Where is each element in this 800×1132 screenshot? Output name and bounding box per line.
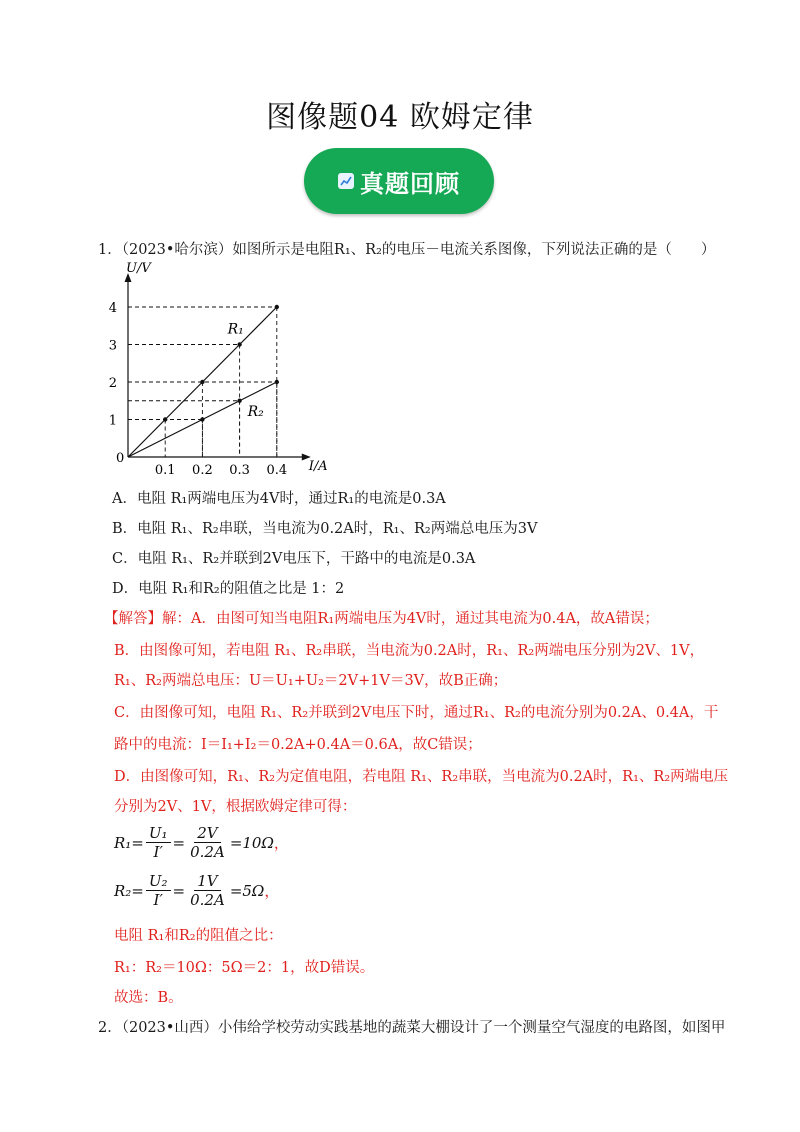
formula-lhs: R₂= [114, 881, 144, 900]
series-label: R₂ [247, 403, 264, 420]
origin-label: 0 [116, 451, 125, 466]
page-title: 图像题04 欧姆定律 [266, 100, 534, 135]
fraction [146, 872, 171, 909]
chart-icon [338, 173, 354, 189]
question-2-stem: 2．（2023•山西）小伟给学校劳动实践基地的蔬菜大棚设计了一个测量空气湿度的电路图，如图甲 [98, 1020, 726, 1036]
fraction [187, 824, 228, 861]
option-b: B．电阻 R₁、R₂串联，当电流为0.2A时，R₁、R₂两端总电压为3V [112, 521, 538, 537]
data-point [200, 380, 204, 384]
answer-line: 【解答】解：A．由图可知当电阻R₁两端电压为4V时，通过其电流为0.4A，故A错误； [104, 611, 659, 627]
y-tick-label: 4 [108, 301, 117, 316]
x-tick-label: 0.2 [192, 463, 213, 478]
answer-line: 路中的电流：I＝I₁+I₂＝0.2A+0.4A＝0.6A，故C错误； [114, 737, 482, 753]
option-c: C．电阻 R₁、R₂并联到2V电压下，干路中的电流是0.3A [112, 551, 476, 567]
data-point [200, 417, 204, 421]
numerator: 2V [194, 824, 220, 843]
data-point [237, 342, 241, 346]
denominator: I′ [153, 843, 163, 861]
fraction [187, 872, 228, 909]
answer-line: 故选：B。 [114, 990, 183, 1006]
denominator: 0.2A [190, 843, 225, 861]
data-point [237, 399, 241, 403]
formula-r1 [114, 824, 289, 861]
answer-line: R₁：R₂＝10Ω：5Ω＝2：1，故D错误。 [114, 960, 375, 976]
formula-result: =5Ω [229, 881, 265, 900]
formula-r2 [114, 872, 279, 909]
x-tick-label: 0.1 [154, 463, 176, 478]
y-axis-label: U/V [126, 261, 151, 276]
section-badge [304, 148, 494, 214]
numerator: 1V [194, 872, 220, 891]
equals-sign: = [172, 881, 186, 900]
answer-line: 电阻 R₁和R₂的阻值之比： [114, 928, 283, 944]
x-tick-label: 0.3 [229, 463, 250, 478]
option-d: D．电阻 R₁和R₂的阻值之比是 1：2 [112, 581, 345, 597]
formula-result: =10Ω [229, 833, 274, 852]
formula-tail: ， [264, 882, 280, 900]
numerator: U₁ [146, 824, 171, 843]
badge-label: 真题回顾 [360, 169, 460, 198]
numerator: U₂ [146, 872, 171, 891]
data-point [163, 417, 167, 421]
data-point [275, 305, 279, 309]
y-tick-label: 3 [108, 338, 117, 354]
answer-line: 分别为2V、1V，根据欧姆定律可得： [114, 799, 357, 815]
denominator: I′ [153, 891, 163, 909]
answer-line: D．由图像可知，R₁、R₂为定值电阻，若电阻 R₁、R₂串联，当电流为0.2A时，R₁、R₂两端电压 [114, 769, 729, 785]
x-tick-label: 0.4 [266, 463, 288, 478]
formula-tail: ， [273, 834, 289, 852]
question-1-stem: 1．（2023•哈尔滨）如图所示是电阻R₁、R₂的电压－电流关系图像，下列说法正确的是（ ） [98, 242, 716, 258]
denominator: 0.2A [190, 891, 225, 909]
answer-line: R₁、R₂两端总电压：U＝U₁+U₂＝2V+1V＝3V，故B正确； [114, 673, 508, 689]
answer-line: C．由图像可知，电阻 R₁、R₂并联到2V电压下时，通过R₁、R₂的电流分别为0.2A、0.4A，干 [114, 705, 719, 721]
fraction [146, 824, 171, 861]
series-label: R₁ [227, 321, 244, 338]
answer-line: B．由图像可知，若电阻 R₁、R₂串联，当电流为0.2A时，R₁、R₂两端电压分别为2V、1V， [114, 643, 705, 659]
equals-sign: = [172, 833, 186, 852]
option-a: A．电阻 R₁两端电压为4V时，通过R₁的电流是0.3A [112, 491, 446, 507]
x-axis-label: I/A [308, 459, 328, 474]
y-tick-label: 1 [108, 413, 117, 429]
ui-graph [110, 262, 340, 477]
y-tick-label: 2 [108, 376, 117, 391]
data-point [275, 380, 279, 384]
formula-lhs: R₁= [114, 833, 144, 852]
